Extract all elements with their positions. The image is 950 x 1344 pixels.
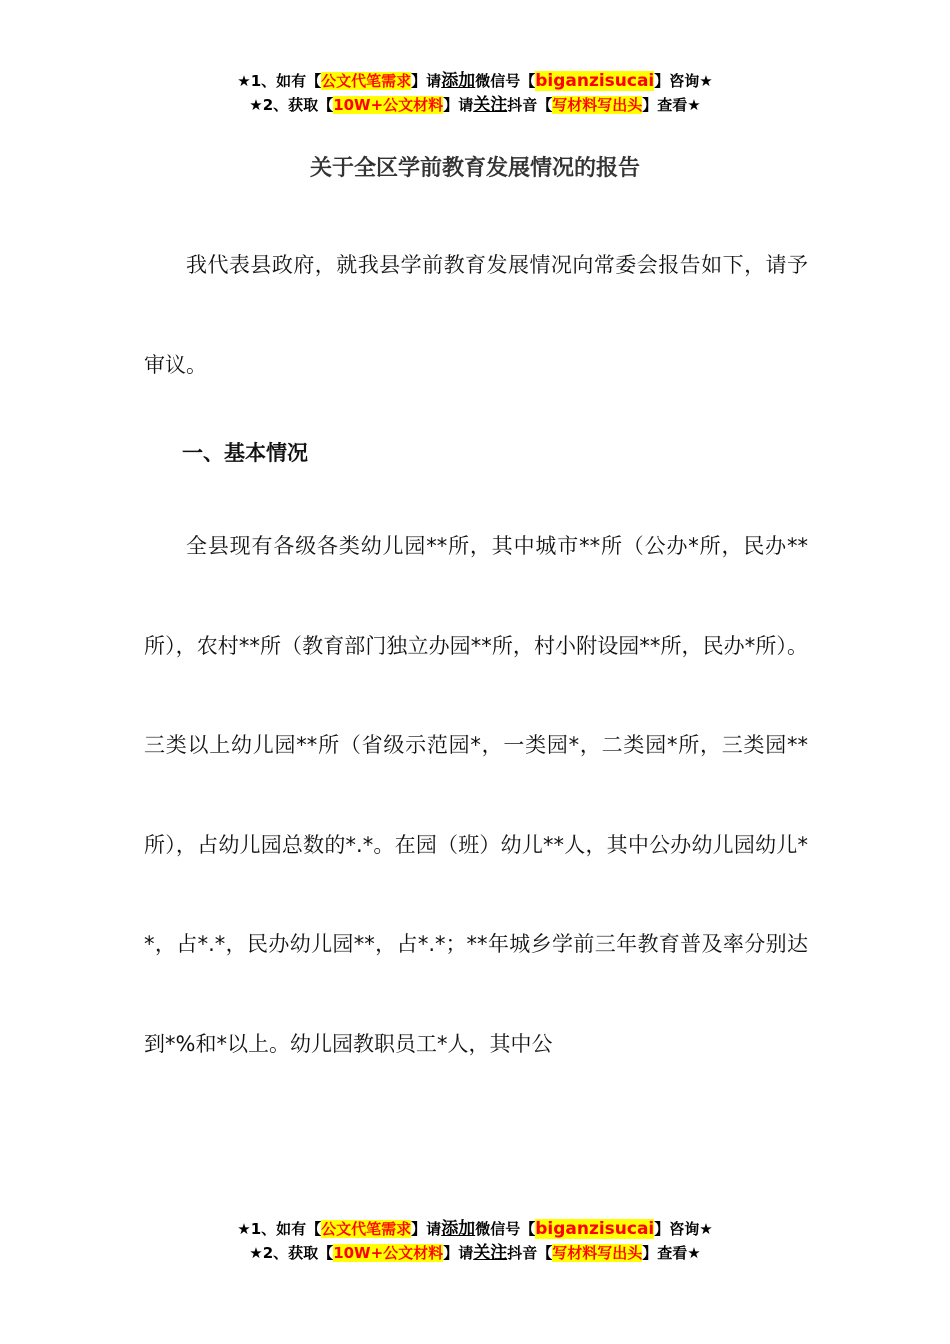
promo-banner-top: [0, 69, 950, 117]
promo-text: 微信号【: [475, 1220, 536, 1238]
document-title: 关于全区学前教育发展情况的报告: [309, 156, 640, 181]
promo-highlight: 10W+公文材料: [333, 1244, 444, 1262]
promo-text: 微信号【: [475, 72, 536, 90]
promo-douyin-id: 写材料写出头: [552, 96, 643, 114]
promo-underline: 关注: [473, 95, 508, 115]
promo-line-2: [0, 1241, 950, 1265]
promo-highlight: 10W+公文材料: [333, 96, 444, 114]
promo-line-1: [0, 69, 950, 93]
promo-douyin-id: 写材料写出头: [552, 1244, 643, 1262]
section-heading: 一、基本情况: [182, 441, 308, 465]
promo-line-2: [0, 93, 950, 117]
promo-highlight: 公文代笔需求: [321, 72, 412, 90]
intro-paragraph: 我代表县政府，就我县学前教育发展情况向常委会报告如下，请予审议。: [144, 253, 808, 377]
promo-underline: 添加: [441, 1219, 476, 1239]
promo-text: 】请: [443, 96, 474, 114]
promo-text: 抖音【: [507, 1244, 553, 1262]
promo-text: 】咨询★: [654, 72, 713, 90]
promo-wechat-id: biganzisucai: [535, 71, 655, 91]
promo-text: 抖音【: [507, 96, 553, 114]
promo-text: ★1、如有【: [237, 1220, 322, 1238]
promo-text: ★2、获取【: [249, 96, 334, 114]
promo-underline: 添加: [441, 71, 476, 91]
promo-text: 】查看★: [642, 1244, 701, 1262]
promo-line-1: [0, 1217, 950, 1241]
promo-highlight: 公文代笔需求: [321, 1220, 412, 1238]
promo-text: 】查看★: [642, 96, 701, 114]
promo-text: 】请: [411, 1220, 442, 1238]
promo-underline: 关注: [473, 1243, 508, 1263]
promo-banner-bottom: [0, 1217, 950, 1265]
promo-text: 】请: [443, 1244, 474, 1262]
promo-text: ★1、如有【: [237, 72, 322, 90]
section-paragraph: 全县现有各级各类幼儿园**所，其中城市**所（公办*所，民办**所），农村**所（教育部门独立办园**所，村小附设园**所，民办*所）。三类以上幼儿园**所（省级示范园*，一类园*，二类园*所，三类园**所），占幼儿园总数的*.*。在园（班）幼儿**人，其中公办幼儿园幼儿**，占*.*，民办幼儿园**，占*.*；**年城乡学前三年教育普及率分别达到*%和*以上。幼儿园教职员工*人，其中公: [144, 534, 808, 1056]
promo-wechat-id: biganzisucai: [535, 1219, 655, 1239]
promo-text: 】咨询★: [654, 1220, 713, 1238]
promo-text: 】请: [411, 72, 442, 90]
promo-text: ★2、获取【: [249, 1244, 334, 1262]
